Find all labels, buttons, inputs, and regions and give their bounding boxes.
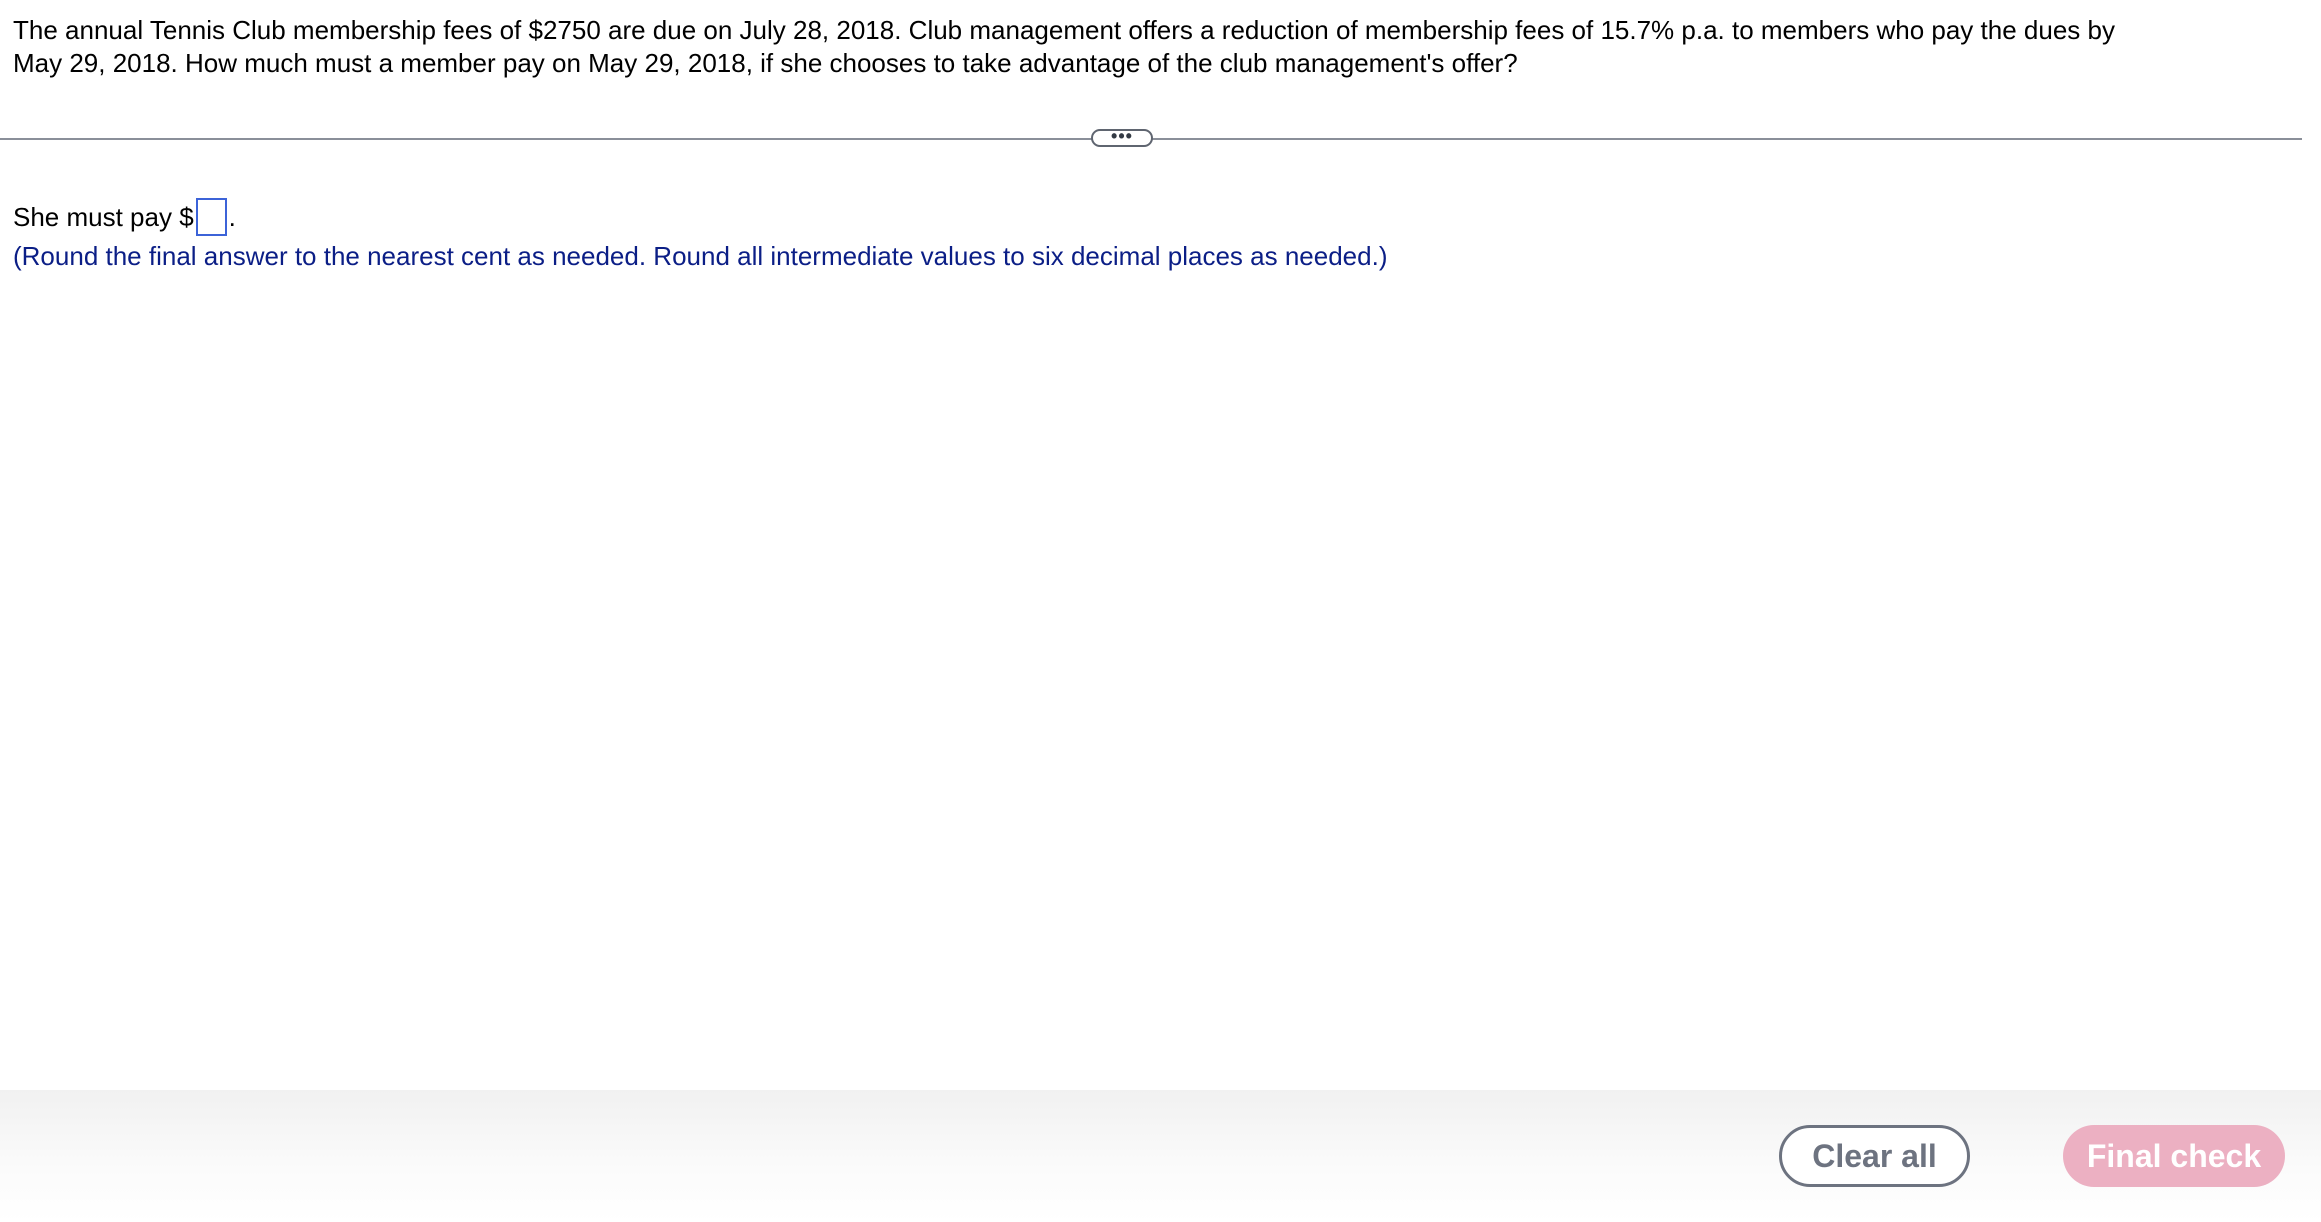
more-options-button[interactable]: ••• [1091,129,1153,147]
question-text [13,14,2193,80]
answer-suffix: . [228,202,236,232]
rounding-hint: (Round the final answer to the nearest cent as needed. Round all intermediate values to six decimal places as needed.) [13,241,1388,271]
answer-input[interactable] [196,198,227,236]
question-line-2: May 29, 2018. How much must a member pay on May 29, 2018, if she chooses to take advantage of the club management's offer? [13,48,1518,78]
question-line-1: The annual Tennis Club membership fees of $2750 are due on July 28, 2018. Club management offers a reduction of membership fees of 15.7% p.a. to members who pay the dues by [13,15,2115,45]
final-check-button[interactable]: Final check [2063,1125,2285,1187]
footer-bar [0,1090,2321,1222]
clear-all-button[interactable]: Clear all [1779,1125,1970,1187]
answer-line [13,198,236,236]
answer-prefix: She must pay $ [13,202,194,232]
